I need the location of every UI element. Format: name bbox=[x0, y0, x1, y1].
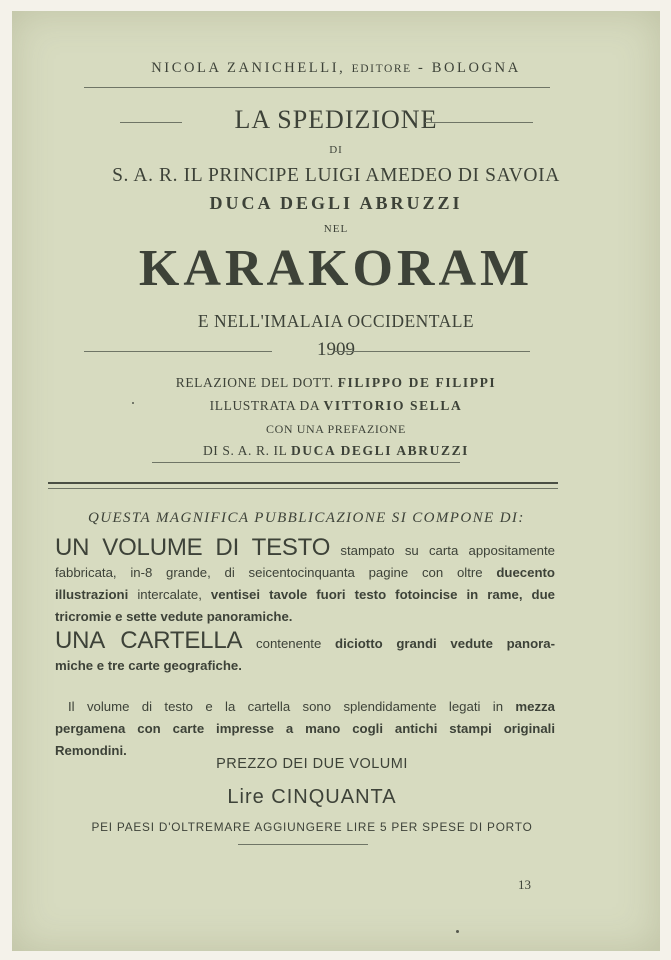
title-imalaia: E NELL'IMALAIA OCCIDENTALE bbox=[197, 311, 475, 331]
binding-line-1: Il volume di testo e la cartella sono splendidamente legati in bbox=[68, 699, 504, 714]
credit-illustrata-name: VITTORIO SELLA bbox=[323, 398, 463, 413]
volume-line-1: stampato su carta appositamente bbox=[340, 543, 555, 558]
paper-speck bbox=[456, 930, 459, 933]
paragraph-binding bbox=[55, 696, 555, 762]
title-nel: NEL bbox=[323, 223, 349, 235]
title-rule-right bbox=[425, 122, 533, 123]
credit-di-sar-name: DUCA DEGLI ABRUZZI bbox=[290, 443, 470, 458]
intro-line: QUESTA MAGNIFICA PUBBLICAZIONE SI COMPONE DI: bbox=[88, 510, 525, 526]
shipping-note: PEI PAESI D'OLTREMARE AGGIUNGERE LIRE 5 PER SPESE DI PORTO bbox=[91, 820, 533, 834]
volume-line-4: tricromie e sette vedute panoramiche. bbox=[55, 609, 293, 624]
volume-heading: UN VOLUME DI TESTO bbox=[55, 534, 331, 561]
volume-line-3-bold-a: illustrazioni bbox=[55, 587, 129, 602]
cartella-heading: UNA CARTELLA bbox=[55, 627, 243, 654]
volume-line-2-bold: duecento bbox=[496, 565, 555, 580]
cartella-line-1-bold: diciotto grandi vedute panora- bbox=[335, 636, 555, 651]
publisher-name: NICOLA ZANICHELLI, bbox=[151, 60, 346, 76]
volume-line-3-bold-b: ventisei tavole fuori testo fotoincise in rame, due bbox=[210, 587, 555, 602]
credit-di-sar bbox=[12, 443, 660, 459]
credit-illustrata bbox=[12, 398, 660, 414]
volume-line-3: intercalate, bbox=[137, 587, 202, 602]
publisher-city: - BOLOGNA bbox=[418, 60, 521, 76]
paper-speck-2 bbox=[132, 402, 134, 404]
footer-rule bbox=[238, 844, 368, 845]
binding-line-2: pergamena con carte impresse a mano cogli antichi stampi originali bbox=[55, 721, 555, 736]
credit-relazione bbox=[12, 375, 660, 391]
paragraph-cartella bbox=[55, 627, 555, 677]
binding-line-1-bold: mezza bbox=[515, 699, 555, 714]
page-number: 13 bbox=[518, 877, 531, 892]
volume-line-2: fabbricata, in-8 grande, di seicentocinquanta pagine con oltre bbox=[55, 565, 483, 580]
credit-prefazione: CON UNA PREFAZIONE bbox=[266, 422, 406, 436]
title-prince: S. A. R. IL PRINCIPE LUIGI AMEDEO DI SAVOIA bbox=[112, 165, 560, 186]
credits-rule bbox=[152, 462, 460, 463]
section-rule-thin bbox=[48, 488, 558, 489]
cartella-line-2: miche e tre carte geografiche. bbox=[55, 658, 242, 673]
header-rule bbox=[84, 87, 550, 88]
credit-illustrata-label: ILLUSTRATA DA bbox=[209, 398, 320, 413]
price-amount: Lire CINQUANTA bbox=[227, 786, 397, 808]
section-rule-thick bbox=[48, 482, 558, 484]
publisher-line bbox=[12, 60, 660, 77]
credit-relazione-name: FILIPPO DE FILIPPI bbox=[337, 375, 497, 390]
publisher-role: EDITORE bbox=[351, 63, 412, 75]
page-sheet bbox=[12, 11, 660, 951]
credit-relazione-label: RELAZIONE DEL DOTT. bbox=[175, 375, 334, 390]
book-title: LA SPEDIZIONE bbox=[234, 105, 438, 134]
price-label: PREZZO DEI DUE VOLUMI bbox=[216, 756, 408, 772]
year-rule-right bbox=[334, 351, 530, 352]
paragraph-volume bbox=[55, 534, 555, 628]
title-year: 1909 bbox=[317, 339, 355, 360]
title-di: DI bbox=[329, 144, 343, 156]
cartella-line-1: contenente bbox=[256, 636, 322, 651]
title-duca: DUCA DEGLI ABRUZZI bbox=[209, 193, 463, 213]
credit-di-sar-label: DI S. A. R. IL bbox=[202, 443, 287, 458]
binding-line-3: Remondini. bbox=[55, 743, 127, 758]
title-karakoram: KARAKORAM bbox=[138, 240, 534, 297]
